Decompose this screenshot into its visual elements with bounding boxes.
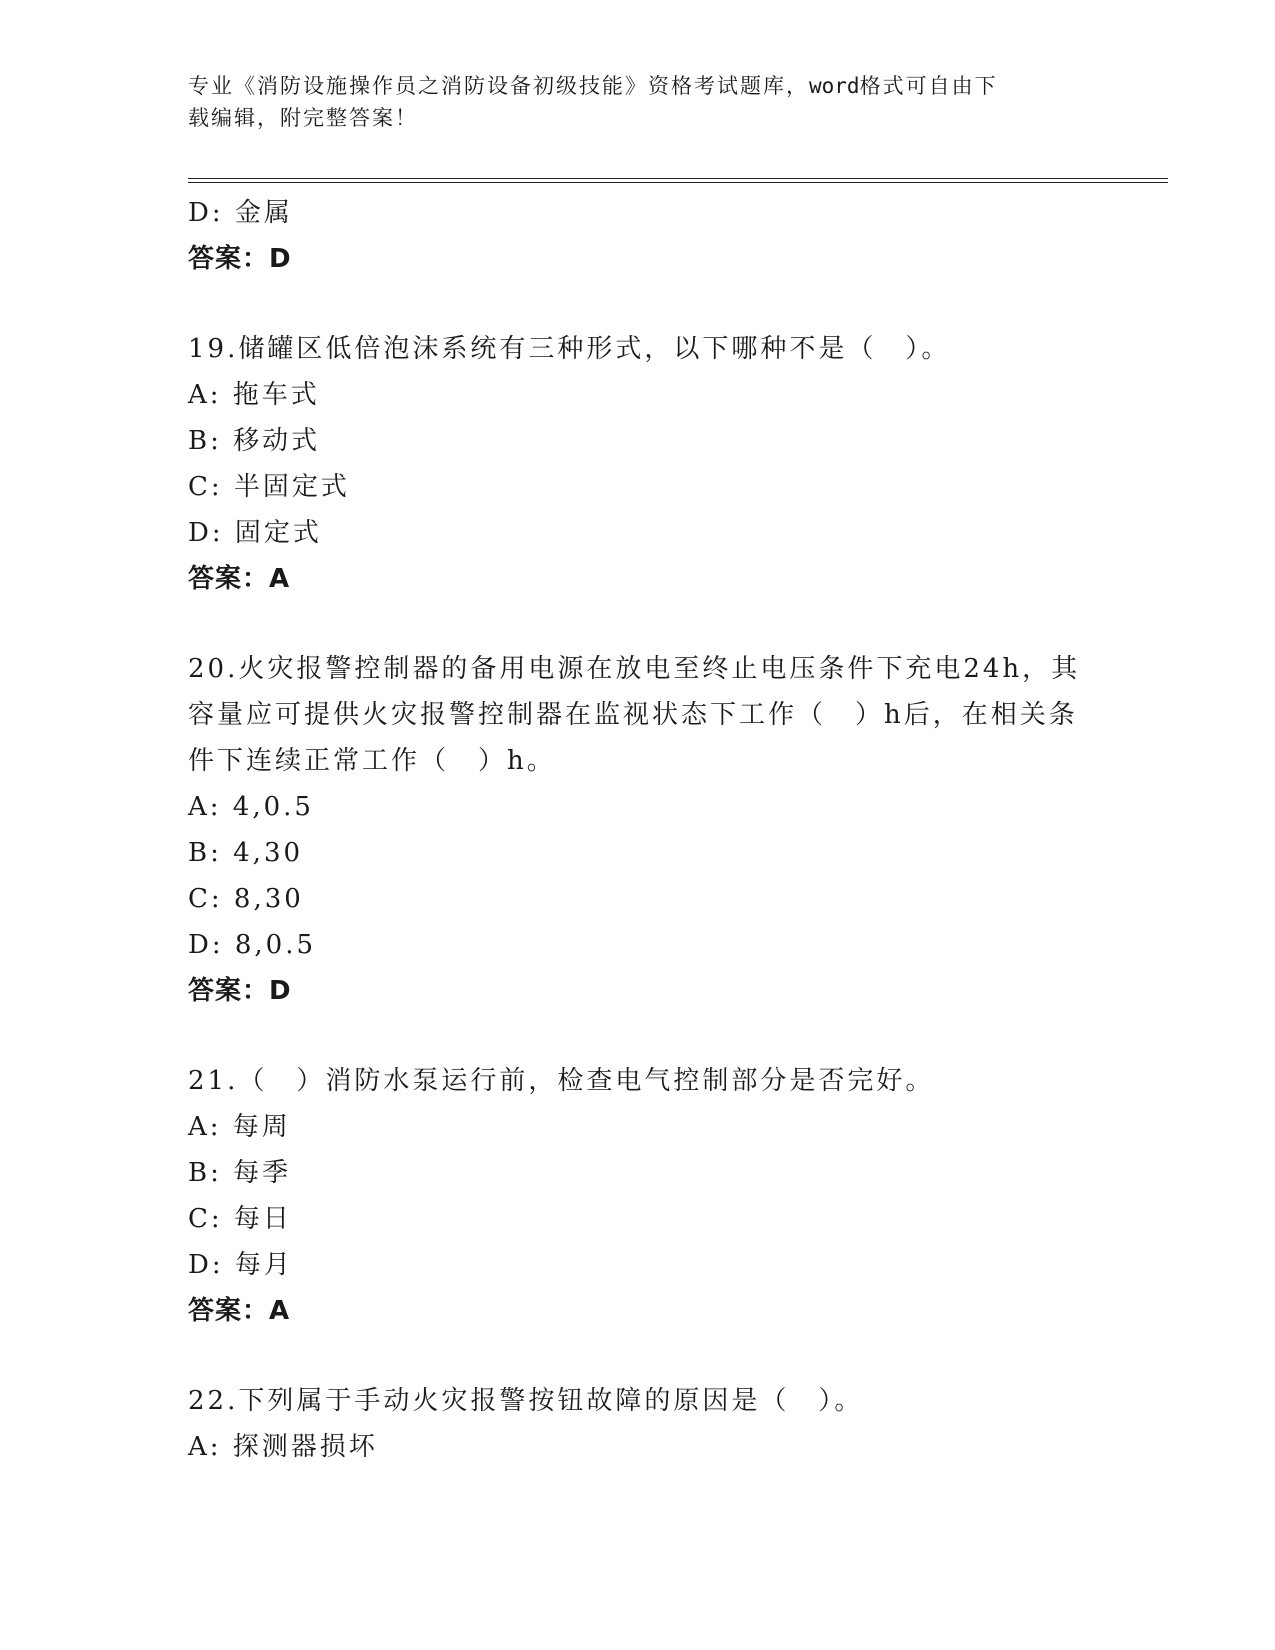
option-c: C: 每日: [188, 1204, 292, 1234]
divider-line-thin: [188, 182, 1168, 183]
header-divider: [188, 178, 1168, 183]
header-line-2: 载编辑，附完整答案！: [188, 106, 418, 130]
question-text: 21.（ ）消防水泵运行前，检查电气控制部分是否完好。: [188, 1066, 935, 1096]
option-c: C: 8,30: [188, 884, 304, 914]
header-text: 专业《消防设施操作员之消防设备初级技能》资格考试题库，: [188, 74, 809, 98]
option-a: A: 每周: [188, 1112, 291, 1142]
header-word: word: [809, 74, 860, 98]
divider-line-thick: [188, 178, 1168, 179]
option-d: D: 固定式: [188, 518, 322, 548]
spacer: [188, 282, 1168, 326]
spacer: [188, 1014, 1168, 1058]
question-21: [188, 1058, 1168, 1334]
document-header: [188, 70, 1168, 134]
question-text: 件下连续正常工作（ ）h。: [188, 746, 556, 776]
option-a: A: 4,0.5: [188, 792, 314, 822]
answer: 答案：A: [188, 1296, 291, 1326]
option-d: D: 金属: [188, 198, 293, 228]
question-list: [188, 190, 1168, 1470]
answer: 答案：A: [188, 564, 291, 594]
header-text-end: 格式可自由下: [859, 74, 998, 98]
option-b: B: 移动式: [188, 426, 321, 456]
question-text: 容量应可提供火灾报警控制器在监视状态下工作（ ）h后，在相关条: [188, 700, 1078, 730]
option-b: B: 4,30: [188, 838, 304, 868]
question-text: 20.火灾报警控制器的备用电源在放电至终止电压条件下充电24h，其: [188, 654, 1081, 684]
question-text: 22.下列属于手动火灾报警按钮故障的原因是（ ）。: [188, 1386, 864, 1416]
spacer: [188, 1334, 1168, 1378]
option-b: B: 每季: [188, 1158, 292, 1188]
header-line-1: [188, 70, 1168, 102]
answer: 答案：D: [188, 976, 292, 1006]
option-a: A: 拖车式: [188, 380, 320, 410]
question-22: [188, 1378, 1168, 1470]
option-c: C: 半固定式: [188, 472, 350, 502]
option-d: D: 每月: [188, 1250, 293, 1280]
spacer: [188, 602, 1168, 646]
question-19: [188, 326, 1168, 602]
option-d: D: 8,0.5: [188, 930, 317, 960]
option-a: A: 探测器损坏: [188, 1432, 378, 1462]
answer: 答案：D: [188, 244, 292, 274]
question-text: 19.储罐区低倍泡沫系统有三种形式，以下哪种不是（ ）。: [188, 334, 951, 364]
question-20: [188, 646, 1168, 1014]
